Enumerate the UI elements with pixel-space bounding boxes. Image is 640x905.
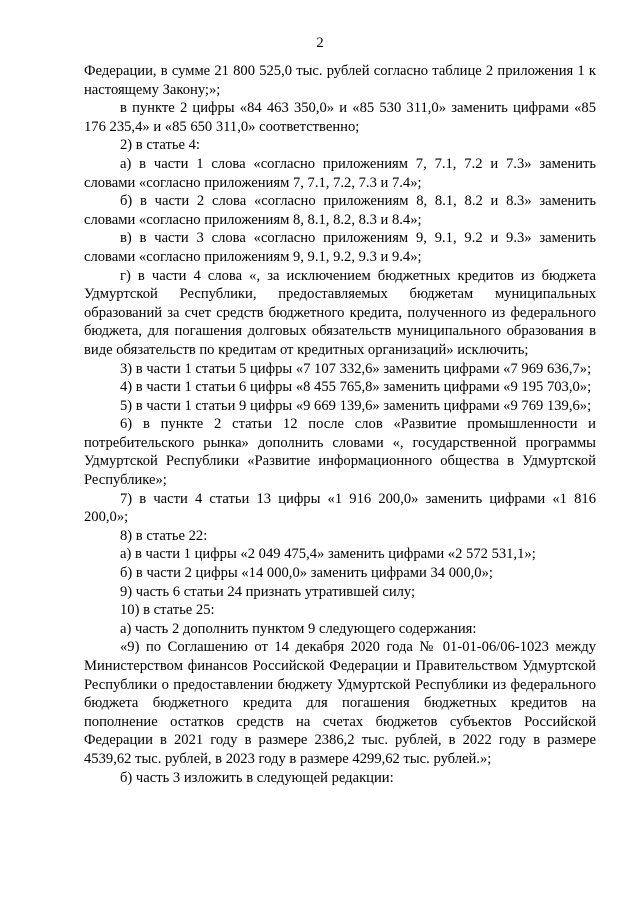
paragraph: б) часть 3 изложить в следующей редакции: [120, 769, 394, 786]
paragraph: а) часть 2 дополнить пунктом 9 следующего содержания: [120, 620, 477, 637]
paragraph: а) в части 1 цифры «2 049 475,4» заменить цифрами «2 572 531,1»; [120, 546, 536, 563]
page-number: 2 [316, 35, 324, 51]
paragraph: г) в части 4 слова «, за исключением бюджетных кредитов из бюджета Удмуртской Республики, предоставляемых бюджетам муниципальных образований за счет средств бюджетного кредита, полученного из федерального бюджета, для погашения долговых обязательств муниципального образования в виде обязательств по кредитам от кредитных организаций» исключить; [84, 267, 596, 358]
paragraph: 6) в пункте 2 статьи 12 после слов «Развитие промышленности и потребительского рынка» дополнить словами «, государственной программы Удмуртской Республики «Развитие информационного общества в Удмуртской Республике»; [84, 416, 596, 489]
paragraph: 5) в части 1 статьи 9 цифры «9 669 139,6» заменить цифрами «9 769 139,6»; [120, 397, 592, 414]
paragraph: 9) часть 6 статьи 24 признать утратившей силу; [120, 583, 416, 600]
document-body [84, 62, 596, 787]
paragraph: 4) в части 1 статьи 6 цифры «8 455 765,8» заменить цифрами «9 195 703,0»; [120, 379, 592, 396]
paragraph: «9) по Соглашению от 14 декабря 2020 года № 01-01-06/06-1023 между Министерством финансов Российской Федерации и Правительством Удмуртской Республики о предоставлении бюджету Удмуртской Республики из федерального бюджета бюджетного кредита для погашения бюджетных кредитов на пополнение остатков средств на счетах бюджетов субъектов Российской Федерации в 2021 году в размере 2386,2 тыс. рублей, в 2022 году в размере 4539,62 тыс. рублей, в 2023 году в размере 4299,62 тыс. рублей.»; [84, 639, 596, 767]
paragraph: 7) в части 4 статьи 13 цифры «1 916 200,0» заменить цифрами «1 816 200,0»; [84, 490, 596, 526]
paragraph: 3) в части 1 статьи 5 цифры «7 107 332,6» заменить цифрами «7 969 636,7»; [120, 360, 592, 377]
paragraph: 2) в статье 4: [120, 137, 200, 154]
paragraph: а) в части 1 слова «согласно приложениям 7, 7.1, 7.2 и 7.3» заменить словами «согласно приложениям 7, 7.1, 7.2, 7.3 и 7.4»; [84, 155, 596, 191]
paragraph: в) в части 3 слова «согласно приложениям 9, 9.1, 9.2 и 9.3» заменить словами «согласно приложениям 9, 9.1, 9.2, 9.3 и 9.4»; [84, 230, 596, 265]
paragraph: б) в части 2 цифры «14 000,0» заменить цифрами 34 000,0»; [120, 565, 493, 582]
paragraph: б) в части 2 слова «согласно приложениям 8, 8.1, 8.2 и 8.3» заменить словами «согласно приложениям 8, 8.1, 8.2, 8.3 и 8.4»; [84, 193, 596, 228]
paragraph: Федерации, в сумме 21 800 525,0 тыс. рублей согласно таблице 2 приложения 1 к настоящему Закону;»; [84, 63, 596, 98]
paragraph: 10) в статье 25: [120, 602, 215, 619]
paragraph: в пункте 2 цифры «84 463 350,0» и «85 530 311,0» заменить цифрами «85 176 235,4» и «85 650 311,0» соответственно; [84, 100, 596, 135]
paragraph: 8) в статье 22: [120, 527, 208, 544]
